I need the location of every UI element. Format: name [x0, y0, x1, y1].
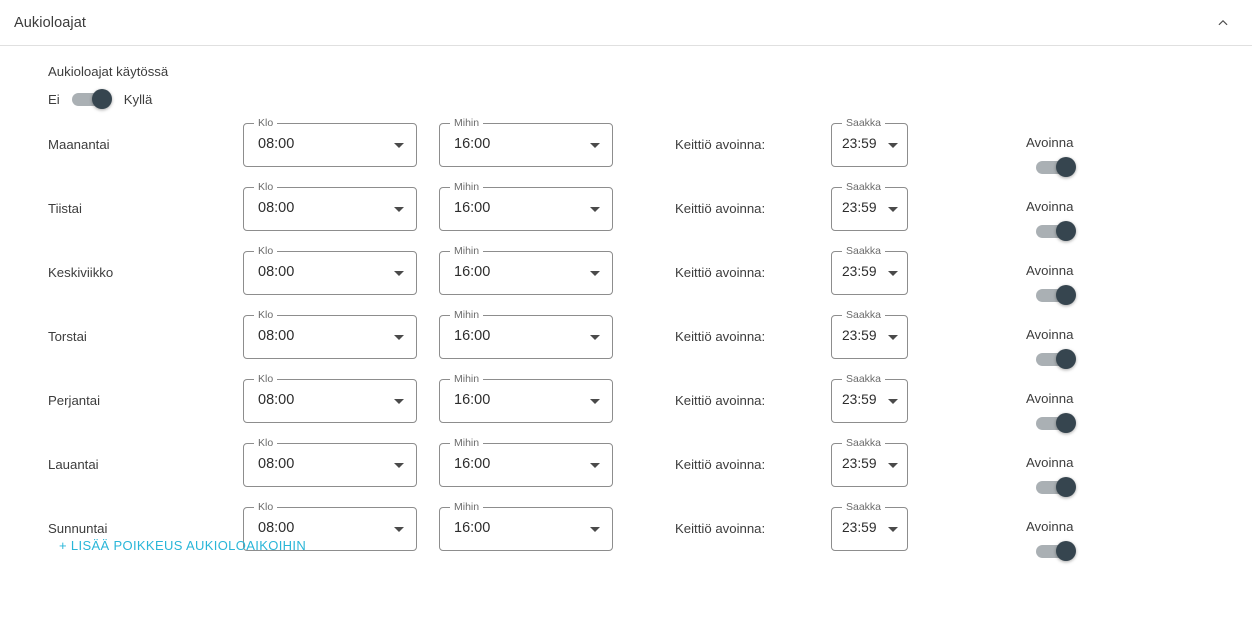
day-open-switch[interactable]: [1034, 221, 1078, 241]
day-name: Perjantai: [48, 393, 101, 408]
opening-time-legend: Klo: [254, 245, 277, 257]
day-open-switch[interactable]: [1034, 541, 1078, 561]
day-open-switch[interactable]: [1034, 285, 1078, 305]
kitchen-until-select[interactable]: [831, 309, 908, 359]
switch-thumb: [1056, 221, 1076, 241]
day-row: [0, 373, 1252, 443]
chevron-down-icon: [590, 463, 600, 468]
kitchen-until-select[interactable]: [831, 181, 908, 231]
opening-time-select[interactable]: [243, 181, 417, 231]
chevron-down-icon: [590, 527, 600, 532]
closing-time-value: 16:00: [454, 392, 491, 408]
open-label: Avoinna: [1026, 199, 1074, 214]
kitchen-until-legend: Saakka: [842, 181, 885, 193]
chevron-down-icon: [394, 463, 404, 468]
chevron-down-icon: [888, 143, 898, 148]
kitchen-until-value: 23:59: [842, 456, 877, 471]
kitchen-until-legend: Saakka: [842, 245, 885, 257]
switch-thumb: [1056, 285, 1076, 305]
kitchen-until-value: 23:59: [842, 264, 877, 279]
opening-time-value: 08:00: [258, 200, 295, 216]
day-name: Lauantai: [48, 457, 99, 472]
chevron-down-icon: [590, 271, 600, 276]
closing-time-legend: Mihin: [450, 117, 483, 129]
chevron-down-icon: [888, 463, 898, 468]
chevron-down-icon: [394, 207, 404, 212]
toggle-on-label: Kyllä: [123, 91, 153, 107]
chevron-up-icon[interactable]: [1212, 12, 1234, 34]
day-row: [0, 309, 1252, 379]
days-list: [0, 117, 1252, 571]
day-row: [0, 181, 1252, 251]
closing-time-value: 16:00: [454, 456, 491, 472]
chevron-down-icon: [590, 143, 600, 148]
closing-time-select[interactable]: [439, 501, 613, 551]
kitchen-open-label: Keittiö avoinna:: [675, 393, 766, 408]
closing-time-select[interactable]: [439, 181, 613, 231]
day-row: [0, 245, 1252, 315]
opening-time-value: 08:00: [258, 520, 295, 536]
opening-time-legend: Klo: [254, 373, 277, 385]
opening-hours-enabled-block: [0, 46, 1252, 109]
closing-time-legend: Mihin: [450, 309, 483, 321]
chevron-down-icon: [888, 527, 898, 532]
closing-time-select[interactable]: [439, 117, 613, 167]
chevron-down-icon: [888, 399, 898, 404]
opening-time-select[interactable]: [243, 437, 417, 487]
kitchen-open-label: Keittiö avoinna:: [675, 457, 766, 472]
opening-time-value: 08:00: [258, 456, 295, 472]
closing-time-value: 16:00: [454, 136, 491, 152]
kitchen-until-legend: Saakka: [842, 373, 885, 385]
day-open-switch[interactable]: [1034, 349, 1078, 369]
opening-hours-enabled-label: Aukioloajat käytössä: [48, 64, 169, 79]
closing-time-value: 16:00: [454, 328, 491, 344]
closing-time-select[interactable]: [439, 245, 613, 295]
closing-time-legend: Mihin: [450, 437, 483, 449]
day-name: Keskiviikko: [48, 265, 114, 280]
opening-hours-enabled-switch[interactable]: [70, 89, 114, 109]
chevron-down-icon: [394, 527, 404, 532]
opening-time-select[interactable]: [243, 373, 417, 423]
day-open-switch[interactable]: [1034, 413, 1078, 433]
kitchen-open-label: Keittiö avoinna:: [675, 521, 766, 536]
chevron-down-icon: [888, 271, 898, 276]
switch-thumb: [1056, 413, 1076, 433]
switch-thumb: [1056, 349, 1076, 369]
opening-time-select[interactable]: [243, 117, 417, 167]
add-exception-button[interactable]: + LISÄÄ POIKKEUS AUKIOLOAIKOIHIN: [59, 538, 307, 553]
closing-time-select[interactable]: [439, 309, 613, 359]
closing-time-legend: Mihin: [450, 181, 483, 193]
opening-time-legend: Klo: [254, 117, 277, 129]
chevron-down-icon: [888, 207, 898, 212]
day-open-switch[interactable]: [1034, 477, 1078, 497]
kitchen-until-select[interactable]: [831, 501, 908, 551]
chevron-down-icon: [888, 335, 898, 340]
kitchen-until-select[interactable]: [831, 373, 908, 423]
open-label: Avoinna: [1026, 519, 1074, 534]
kitchen-until-legend: Saakka: [842, 309, 885, 321]
day-name: Maanantai: [48, 137, 110, 152]
opening-time-select[interactable]: [243, 309, 417, 359]
kitchen-until-value: 23:59: [842, 392, 877, 407]
closing-time-value: 16:00: [454, 520, 491, 536]
chevron-down-icon: [394, 143, 404, 148]
chevron-down-icon: [394, 399, 404, 404]
panel-body: [0, 46, 1252, 571]
switch-thumb: [1056, 477, 1076, 497]
kitchen-until-value: 23:59: [842, 136, 877, 151]
closing-time-select[interactable]: [439, 373, 613, 423]
kitchen-until-select[interactable]: [831, 245, 908, 295]
opening-time-select[interactable]: [243, 245, 417, 295]
switch-thumb: [92, 89, 112, 109]
chevron-down-icon: [394, 271, 404, 276]
panel-header: [0, 0, 1252, 46]
closing-time-legend: Mihin: [450, 245, 483, 257]
kitchen-until-select[interactable]: [831, 117, 908, 167]
chevron-down-icon: [590, 207, 600, 212]
kitchen-until-legend: Saakka: [842, 117, 885, 129]
kitchen-open-label: Keittiö avoinna:: [675, 201, 766, 216]
opening-time-value: 08:00: [258, 264, 295, 280]
opening-time-legend: Klo: [254, 501, 277, 513]
kitchen-open-label: Keittiö avoinna:: [675, 265, 766, 280]
chevron-down-icon: [590, 399, 600, 404]
closing-time-legend: Mihin: [450, 373, 483, 385]
opening-time-value: 08:00: [258, 136, 295, 152]
panel-title: Aukioloajat: [14, 14, 87, 31]
opening-time-legend: Klo: [254, 309, 277, 321]
open-label: Avoinna: [1026, 455, 1074, 470]
day-name: Tiistai: [48, 201, 82, 216]
day-row: [0, 117, 1252, 187]
switch-thumb: [1056, 541, 1076, 561]
open-label: Avoinna: [1026, 327, 1074, 342]
opening-time-legend: Klo: [254, 437, 277, 449]
opening-time-value: 08:00: [258, 328, 295, 344]
toggle-off-label: Ei: [48, 91, 60, 107]
kitchen-open-label: Keittiö avoinna:: [675, 329, 766, 344]
closing-time-select[interactable]: [439, 437, 613, 487]
open-label: Avoinna: [1026, 391, 1074, 406]
chevron-down-icon: [590, 335, 600, 340]
kitchen-until-value: 23:59: [842, 200, 877, 215]
day-row: [0, 437, 1252, 507]
switch-thumb: [1056, 157, 1076, 177]
opening-time-value: 08:00: [258, 392, 295, 408]
day-open-switch[interactable]: [1034, 157, 1078, 177]
kitchen-until-legend: Saakka: [842, 501, 885, 513]
closing-time-value: 16:00: [454, 200, 491, 216]
day-name: Sunnuntai: [48, 521, 108, 536]
closing-time-value: 16:00: [454, 264, 491, 280]
kitchen-until-legend: Saakka: [842, 437, 885, 449]
chevron-down-icon: [394, 335, 404, 340]
day-name: Torstai: [48, 329, 87, 344]
kitchen-open-label: Keittiö avoinna:: [675, 137, 766, 152]
kitchen-until-select[interactable]: [831, 437, 908, 487]
kitchen-until-value: 23:59: [842, 328, 877, 343]
closing-time-legend: Mihin: [450, 501, 483, 513]
open-label: Avoinna: [1026, 263, 1074, 278]
kitchen-until-value: 23:59: [842, 520, 877, 535]
opening-hours-enabled-toggle-row: [48, 89, 1252, 109]
opening-time-legend: Klo: [254, 181, 277, 193]
open-label: Avoinna: [1026, 135, 1074, 150]
